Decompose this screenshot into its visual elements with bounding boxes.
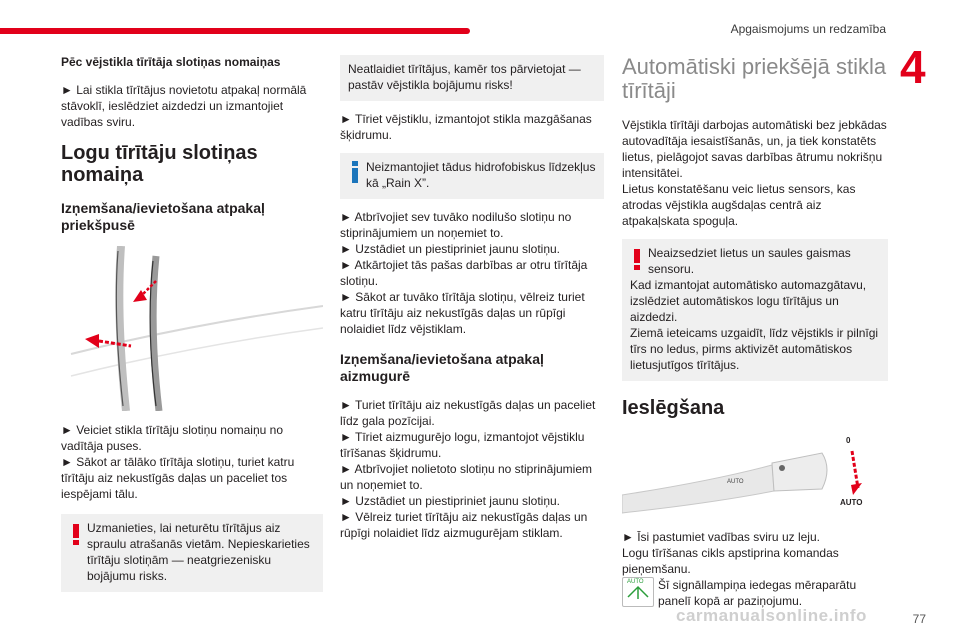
subheading: Pēc vējstikla tīrītāja slotiņas nomaiņas [61, 55, 281, 69]
section-heading: Logu tīrītāju slotiņas nomaiņa [61, 142, 258, 186]
paragraph: ► Tīriet aizmugurējo logu, izmantojot vējstiklu tīrīšanas šķidrumu. [340, 430, 585, 460]
wiper-stalk-illustration [622, 433, 872, 518]
paragraph: ► Atbrīvojiet sev tuvāko nodilušo slotiņu no stiprinājumiem un noņemiet to. [340, 210, 572, 240]
section-heading: Automātiski priekšējā stikla tīrītāji [622, 54, 887, 103]
section-heading: Ieslēgšana [622, 397, 725, 419]
watermark: carmanualsonline.info [676, 606, 867, 625]
section-title: Apgaismojums un redzamība [730, 22, 886, 36]
exclamation-icon [69, 524, 83, 546]
warning-text: Uzmanieties, lai neturētu tīrītājus aiz spraulu atrašanās vietām. Nepieskarieties tīrītāju slotiņām — neatgriezenisku bojājumu risks. [87, 521, 310, 583]
warning-box [622, 239, 888, 381]
column-1 [61, 55, 323, 592]
info-text: Neizmantojiet tādus hidrofobiskus līdzekļus kā „Rain X”. [366, 160, 596, 190]
paragraph: ► Uzstādiet un piestipriniet jaunu slotiņu. [340, 242, 560, 256]
paragraph: ► Turiet tīrītāju aiz nekustīgās daļas un paceliet līdz gala pozīcijai. [340, 398, 596, 428]
subsection-heading: Izņemšana/ievietošana atpakaļ aizmugurē [340, 351, 544, 384]
auto-lamp-text: AUTO [627, 579, 644, 585]
warning-lamp-note [622, 577, 888, 609]
header-accent-bar [0, 28, 470, 34]
warning-box [61, 514, 323, 592]
paragraph: ► Sākot ar tālāko tīrītāja slotiņu, turiet katru tīrītāju aiz nekustīgās daļas un paceliet tos iespējami tālu. [61, 455, 295, 501]
info-icon [348, 161, 362, 183]
auto-wiper-lamp-icon [622, 577, 654, 607]
paragraph: ► Atkārtojiet tās pašas darbības ar otru tīrītāja slotiņu. [340, 258, 588, 288]
wiper-blade-illustration [61, 246, 323, 411]
column-3 [622, 55, 888, 609]
warning-text: Neaizsedziet lietus un saules gaismas sensoru. [648, 246, 851, 276]
subsection-heading: Izņemšana/ievietošana atpakaļ priekšpusē [61, 200, 265, 233]
column-2 [340, 55, 604, 541]
paragraph: ► Īsi pastumiet vadības sviru uz leju. [622, 530, 820, 544]
label-zero: 0 [846, 436, 851, 445]
paragraph: ► Atbrīvojiet nolietoto slotiņu no stiprinājumiem un noņemiet to. [340, 462, 592, 492]
paragraph: ► Tīriet vējstiklu, izmantojot stikla mazgāšanas šķidrumu. [340, 112, 592, 142]
paragraph: Vējstikla tīrītāji darbojas automātiski bez jebkādas autovadītāja iesaistīšanās, un, ja tiek konstatēts lietus, pielāgojot savas darbības ātrumu nokrišņu intensitātei. [622, 118, 887, 180]
paragraph: Šī signāllampiņa iedegas mēraparātu panelī kopā ar paziņojumu. [658, 578, 857, 608]
chapter-number: 4 [900, 41, 926, 93]
paragraph: Logu tīrīšanas cikls apstiprina komandas pieņemšanu. [622, 546, 839, 576]
warning-text: Kad izmantojat automātisko automazgātavu, izslēdziet automātiskos logu tīrītājus un aizdedzi. [630, 278, 867, 324]
paragraph: ► Uzstādiet un piestipriniet jaunu slotiņu. [340, 494, 560, 508]
label-auto: AUTO [840, 498, 863, 507]
warning-text: Ziemā ieteicams uzgaidīt, līdz vējstikls ir pilnīgi tīrs no ledus, pirms aktivizēt automātiskos lietusjutīgos tīrītājus. [630, 326, 879, 372]
exclamation-icon [630, 249, 644, 271]
info-box [340, 153, 604, 199]
note-box [340, 55, 604, 101]
paragraph: ► Lai stikla tīrītājus novietotu atpakaļ normālā stāvoklī, ieslēdziet aizdedzi un izmantojiet vadības sviru. [61, 83, 307, 129]
paragraph: Lietus konstatēšanu veic lietus sensors, kas atrodas vējstikla augšdaļas centrā aiz atpakaļskata spoguļa. [622, 182, 856, 228]
paragraph: ► Sākot ar tuvāko tīrītāja slotiņu, vēlreiz turiet katru tīrītāju aiz nekustīgās daļas un rūpīgi nolaidiet līdz vējstiklam. [340, 290, 585, 336]
paragraph: ► Vēlreiz turiet tīrītāju aiz nekustīgās daļas un rūpīgi nolaidiet līdz aizmugurējam stiklam. [340, 510, 588, 540]
page-number: 77 [912, 612, 926, 626]
svg-text:AUTO: AUTO [727, 479, 744, 485]
note-text: Neatlaidiet tīrītājus, kamēr tos pārvietojat — pastāv vējstikla bojājumu risks! [348, 62, 581, 92]
paragraph: ► Veiciet stikla tīrītāju slotiņu nomaiņu no vadītāja puses. [61, 423, 283, 453]
